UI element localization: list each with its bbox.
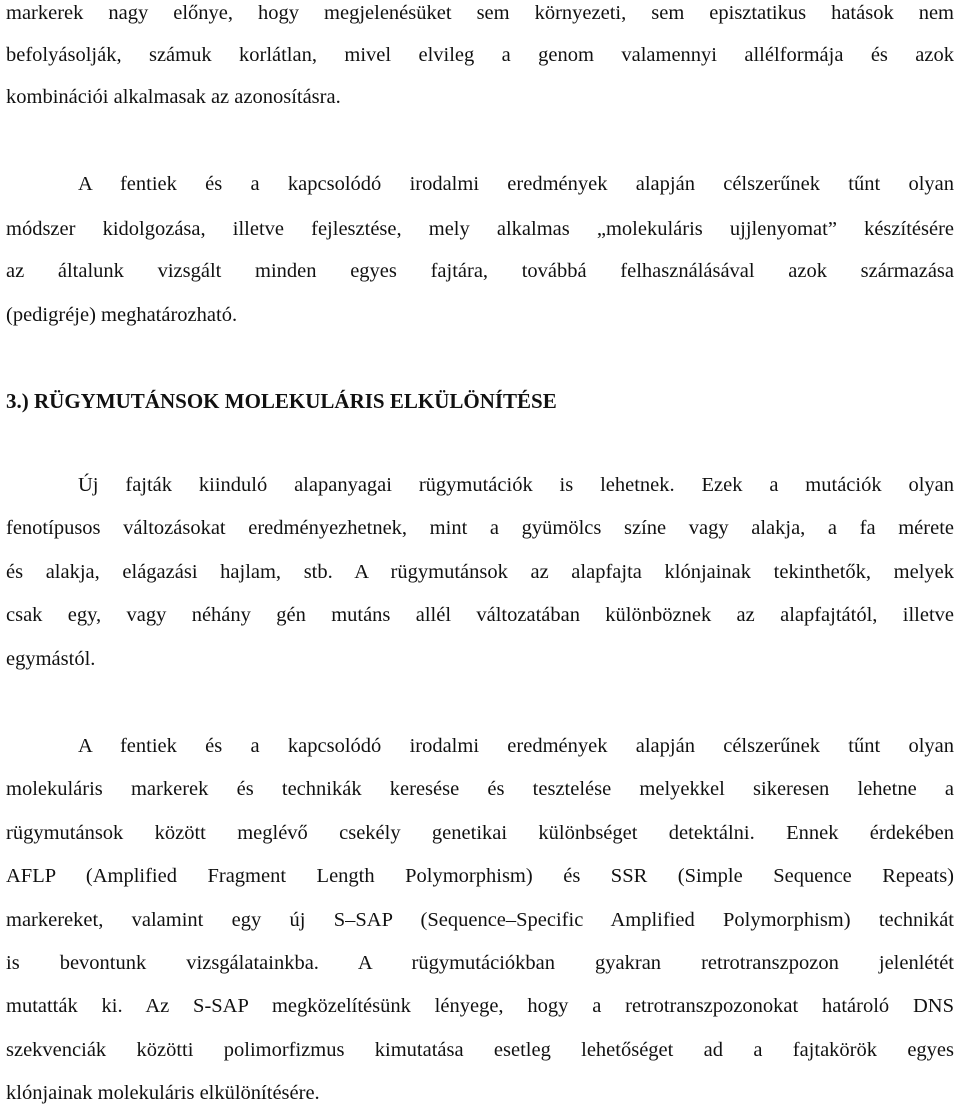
paragraph-1-line: kombinációi alkalmasak az azonosításra. (6, 86, 341, 108)
paragraph-2-line: A fentiek és a kapcsolódó irodalmi eredmények alapján célszerűnek tűnt olyan (78, 173, 954, 195)
paragraph-4-line: klónjainak molekuláris elkülönítésére. (6, 1082, 320, 1104)
paragraph-3-line: Új fajták kiinduló alapanyagai rügymutációk is lehetnek. Ezek a mutációk olyan (78, 474, 954, 496)
paragraph-3-line: csak egy, vagy néhány gén mutáns allél változatában különböznek az alapfajtától, illetve (6, 604, 954, 626)
paragraph-4-line: is bevontunk vizsgálatainkba. A rügymutációkban gyakran retrotranszpozon jelenlétét (6, 952, 954, 974)
paragraph-1-line: markerek nagy előnye, hogy megjelenésüket sem környezeti, sem episztatikus hatások nem (6, 2, 954, 24)
paragraph-4-line: rügymutánsok között meglévő csekély genetikai különbséget detektálni. Ennek érdekében (6, 822, 954, 844)
paragraph-2-line: (pedigréje) meghatározható. (6, 304, 238, 326)
paragraph-2-line: módszer kidolgozása, illetve fejlesztése, mely alkalmas „molekuláris ujjlenyomat” készítésére (6, 218, 954, 240)
paragraph-4-line: markereket, valamint egy új S–SAP (Sequence–Specific Amplified Polymorphism) technikát (6, 909, 954, 931)
paragraph-3-line: és alakja, elágazási hajlam, stb. A rügymutánsok az alapfajta klónjainak tekinthetők, melyek (6, 561, 954, 583)
paragraph-3-line: egymástól. (6, 648, 96, 670)
section-heading: 3.) RÜGYMUTÁNSOK MOLEKULÁRIS ELKÜLÖNÍTÉSE (6, 389, 557, 413)
paragraph-4-line: mutatták ki. Az S-SAP megközelítésünk lényege, hogy a retrotranszpozonokat határoló DNS (6, 995, 954, 1017)
paragraph-2-line: az általunk vizsgált minden egyes fajtára, továbbá felhasználásával azok származása (6, 260, 954, 282)
paragraph-4-line: A fentiek és a kapcsolódó irodalmi eredmények alapján célszerűnek tűnt olyan (78, 735, 954, 757)
paragraph-3-line: fenotípusos változásokat eredményezhetnek, mint a gyümölcs színe vagy alakja, a fa mérete (6, 517, 954, 539)
paragraph-4-line: molekuláris markerek és technikák keresése és tesztelése melyekkel sikeresen lehetne a (6, 778, 954, 800)
paragraph-4-line: AFLP (Amplified Fragment Length Polymorphism) és SSR (Simple Sequence Repeats) (6, 865, 954, 887)
paragraph-1-line: befolyásolják, számuk korlátlan, mivel elvileg a genom valamennyi allélformája és azok (6, 44, 954, 66)
paragraph-4-line: szekvenciák közötti polimorfizmus kimutatása esetleg lehetőséget ad a fajtakörök egyes (6, 1039, 954, 1061)
